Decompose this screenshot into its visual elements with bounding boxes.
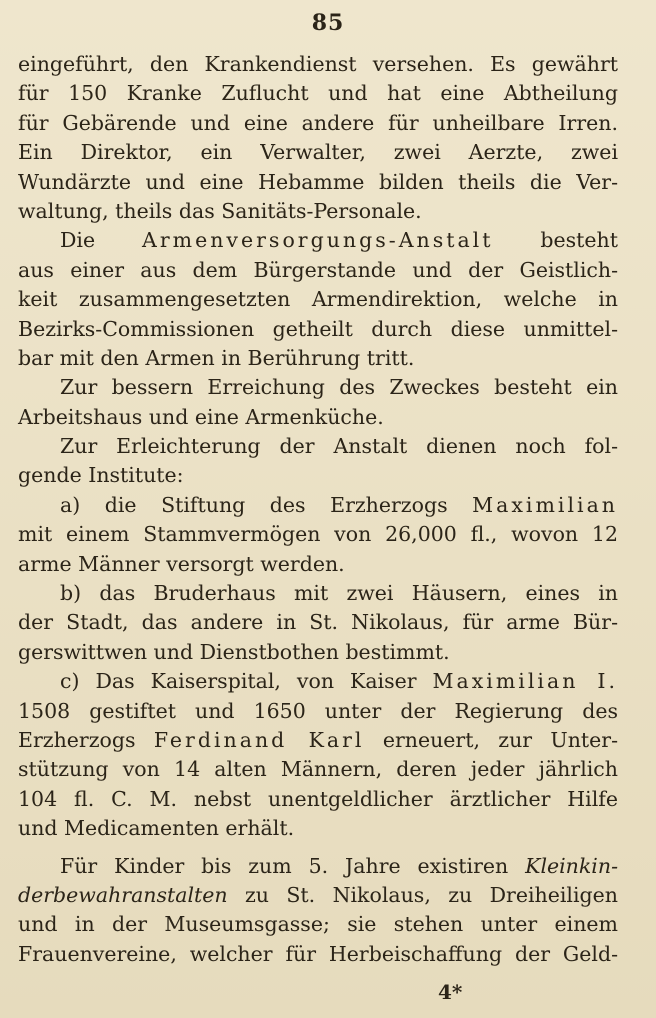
text-line: aus einer aus dem Bürgerstande und der Geistlich- bbox=[18, 257, 618, 282]
text-line: stützung von 14 alten Männern, deren jeder jährlich bbox=[18, 757, 618, 782]
italic-term: derbewahranstalten bbox=[18, 882, 228, 907]
text-line: für Gebärende und eine andere für unheilbare Irren. bbox=[18, 110, 618, 135]
text-line: arme Männer versorgt werden. bbox=[18, 551, 345, 576]
signature-mark: 4* bbox=[438, 980, 463, 1004]
text-line: gende Institute: bbox=[18, 463, 184, 488]
text-line: und Medicamenten erhält. bbox=[18, 816, 295, 841]
text-line: für 150 Kranke Zuflucht und hat eine Abtheilung bbox=[18, 81, 618, 106]
italic-term: Kleinkin- bbox=[525, 853, 618, 878]
text-line: Zur bessern Erreichung des Zweckes besteht ein bbox=[60, 375, 618, 400]
text-run: a) die Stiftung des Erzherzogs bbox=[60, 492, 473, 517]
text-line: Ein Direktor, ein Verwalter, zwei Aerzte, zwei bbox=[18, 140, 618, 165]
text-run: besteht bbox=[493, 228, 618, 253]
text-line: waltung, theils das Sanitäts-Personale. bbox=[18, 198, 422, 223]
text-line: 1508 gestiftet und 1650 unter der Regierung des bbox=[18, 698, 618, 723]
text-line: mit einem Stammvermögen von 26,000 fl., wovon 12 bbox=[18, 522, 618, 547]
paragraph bbox=[18, 852, 618, 970]
text-run: zu St. Nikolaus, zu Dreiheiligen bbox=[227, 882, 618, 907]
text-run: Erzherzogs bbox=[18, 727, 154, 752]
text-line: eingeführt, den Krankendienst versehen. Es gewährt bbox=[18, 52, 618, 76]
list-item bbox=[18, 667, 618, 843]
spaced-term: Ferdinand Karl bbox=[153, 727, 365, 752]
paragraph bbox=[18, 373, 618, 432]
spaced-term: Maximilian bbox=[472, 492, 618, 517]
text-run: Die bbox=[60, 228, 143, 253]
paragraph bbox=[18, 226, 618, 373]
text-line bbox=[18, 226, 618, 255]
paragraph-gap bbox=[18, 844, 618, 852]
text-line: 104 fl. C. M. nebst unentgeldlicher ärztlicher Hilfe bbox=[18, 786, 618, 811]
text-line bbox=[18, 491, 618, 520]
text-line: bar mit den Armen in Berührung tritt. bbox=[18, 345, 415, 370]
text-run: erneuert, zur Unter- bbox=[364, 727, 618, 752]
text-run: Für Kinder bis zum 5. Jahre existiren bbox=[60, 853, 526, 878]
paragraph bbox=[18, 50, 618, 226]
text-line: gerswittwen und Dienstbothen bestimmt. bbox=[18, 639, 450, 664]
spaced-term: Armenversorgungs-Anstalt bbox=[142, 228, 494, 253]
text-line: Zur Erleichterung der Anstalt dienen noch fol- bbox=[60, 434, 618, 459]
text-line: Frauenvereine, welcher für Herbeischaffung der Geld- bbox=[18, 941, 618, 966]
list-item bbox=[18, 579, 618, 667]
text-line bbox=[18, 667, 618, 696]
spaced-term: Maximilian I. bbox=[432, 669, 618, 694]
text-line: und in der Museumsgasse; sie stehen unter einem bbox=[18, 912, 618, 937]
text-line bbox=[18, 726, 618, 755]
text-line: der Stadt, das andere in St. Nikolaus, für arme Bür- bbox=[18, 610, 618, 635]
text-line: keit zusammengesetzten Armendirektion, welche in bbox=[18, 287, 618, 312]
page-number: 85 bbox=[311, 10, 345, 36]
text-line: b) das Bruderhaus mit zwei Häusern, eines in bbox=[60, 581, 618, 606]
text-line: Arbeitshaus und eine Armenküche. bbox=[18, 404, 384, 429]
paragraph bbox=[18, 432, 618, 491]
text-line: Wundärzte und eine Hebamme bilden theils die Ver- bbox=[18, 169, 618, 194]
text-line bbox=[18, 881, 618, 910]
text-line bbox=[18, 852, 618, 881]
text-run: c) Das Kaiserspital, von Kaiser bbox=[60, 669, 433, 694]
list-item bbox=[18, 491, 618, 579]
text-line: Bezirks-Commissionen getheilt durch diese unmittel- bbox=[18, 316, 618, 341]
body-text bbox=[18, 50, 618, 969]
